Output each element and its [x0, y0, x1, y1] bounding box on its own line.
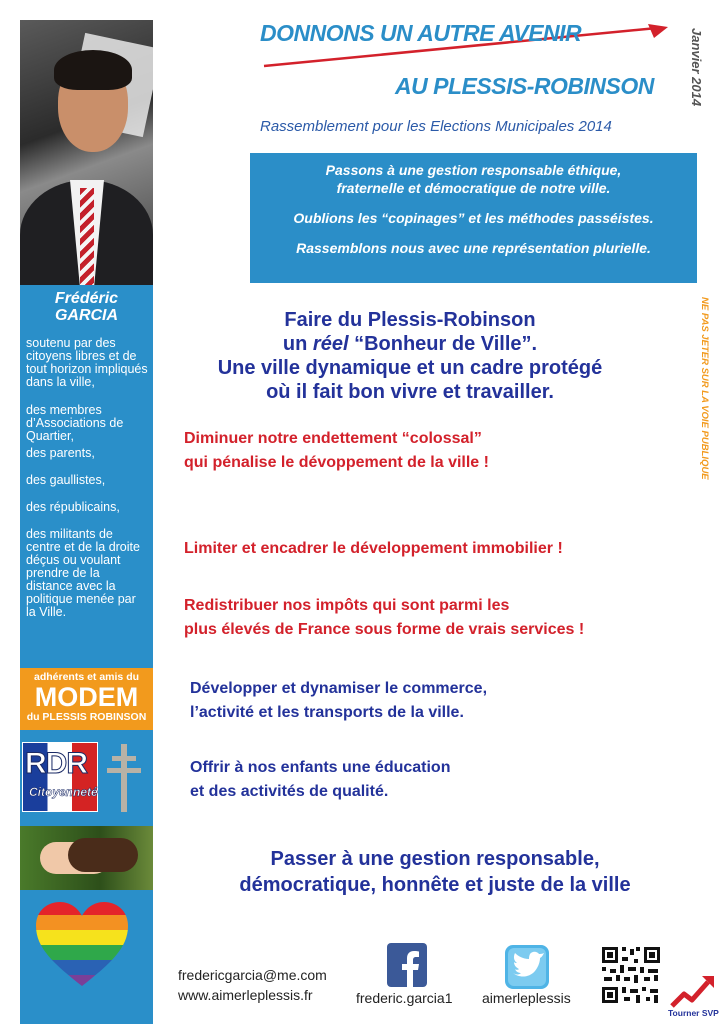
support-text-associations: des membres d’Associations de Quartier,	[26, 403, 124, 443]
commitment-housing	[184, 537, 563, 561]
date-label	[640, 22, 720, 122]
main-title-line1: DONNONS UN AUTRE AVENIR	[260, 20, 582, 46]
commitment-taxes-line1: Redistribuer nos impôts qui sont parmi les	[184, 597, 510, 614]
lorraine-cross-icon	[104, 742, 144, 814]
modem-line3: du PLESSIS ROBINSON	[26, 711, 147, 723]
headline-line2: un réel “Bonheur de Ville”.	[282, 333, 538, 355]
intro-line3: Oublions les “copinages” et les méthodes passéistes.	[293, 210, 654, 226]
headline-line4: où il fait bon vivre et travailler.	[266, 381, 554, 403]
commitment-education-line2: et des activités de qualité.	[190, 783, 389, 800]
commitment-taxes	[184, 594, 584, 642]
candidate-photo	[20, 20, 153, 285]
modem-badge	[20, 668, 153, 730]
modem-logo-text: MODEM	[34, 682, 139, 712]
vertical-notice-text: NE PAS JETER SUR LA VOIE PUBLIQUE	[699, 297, 710, 480]
commitment-debt-line2: qui pénalise le dévoppement de la ville !	[184, 454, 489, 471]
rdr-logo-subtext: Citoyenneté	[29, 785, 98, 799]
candidate-last-name: GARCIA	[54, 307, 119, 324]
vertical-notice	[670, 295, 720, 535]
intro-line1: Passons à une gestion responsable éthique,	[325, 162, 622, 178]
turn-over-label: Tourner SVP	[668, 1008, 719, 1018]
closing-statement	[160, 846, 710, 898]
commitment-commerce-line1: Développer et dynamiser le commerce,	[190, 680, 488, 697]
commitment-commerce-line2: l’activité et les transports de la ville.	[190, 704, 464, 721]
support-text-militants: des militants de centre et de la droite déçus ou voulant prendre de la distance avec la politique menée par la Ville.	[26, 527, 140, 619]
closing-line2: démocratique, honnête et juste de la ville	[239, 874, 631, 896]
handshake-image	[20, 826, 153, 890]
commitment-education	[190, 756, 450, 804]
main-title-line2: AU PLESSIS-ROBINSON	[395, 73, 654, 99]
contact-email[interactable]: fredericgarcia@me.com	[178, 967, 327, 983]
subtitle: Rassemblement pour les Elections Municipales 2014	[260, 118, 612, 135]
rdr-logo-text: RDR	[25, 747, 87, 780]
candidate-first-name: Frédéric	[54, 290, 119, 307]
rainbow-heart-icon	[34, 900, 130, 990]
twitter-icon[interactable]	[505, 945, 549, 989]
intro-line4: Rassemblons nous avec une représentation plurielle.	[296, 240, 651, 256]
commitment-housing-line: Limiter et encadrer le développement immobilier !	[184, 540, 563, 557]
support-text-gaullists: des gaullistes,	[26, 473, 106, 487]
date-text: Janvier 2014	[689, 28, 704, 107]
website-link[interactable]: www.aimerleplessis.fr	[178, 987, 313, 1003]
headline	[160, 308, 660, 404]
support-text-republicans: des républicains,	[26, 500, 120, 514]
support-text-parents: des parents,	[26, 446, 95, 460]
facebook-handle[interactable]: frederic.garcia1	[356, 990, 453, 1006]
commitment-commerce	[190, 677, 487, 725]
intro-box	[250, 153, 697, 283]
commitment-taxes-line2: plus élevés de France sous forme de vrais services !	[184, 621, 585, 638]
commitment-debt-line1: Diminuer notre endettement “colossal”	[184, 430, 482, 447]
commitment-debt	[184, 427, 489, 475]
twitter-handle[interactable]: aimerleplessis	[482, 990, 571, 1006]
headline-line1: Faire du Plessis-Robinson	[284, 309, 536, 331]
facebook-icon[interactable]	[387, 943, 427, 987]
headline-line3: Une ville dynamique et un cadre protégé	[217, 357, 603, 379]
qr-code-icon[interactable]	[600, 945, 662, 1005]
closing-line1: Passer à une gestion responsable,	[270, 848, 600, 870]
intro-line2: fraternelle et démocratique de notre ville.	[336, 180, 611, 196]
rdr-logo	[22, 742, 98, 812]
commitment-education-line1: Offrir à nos enfants une éducation	[190, 759, 451, 776]
modem-line1: adhérents et amis du	[33, 671, 140, 683]
support-text-citizens: soutenu par des citoyens libres et de tout horizon impliqués dans la ville,	[26, 336, 148, 389]
